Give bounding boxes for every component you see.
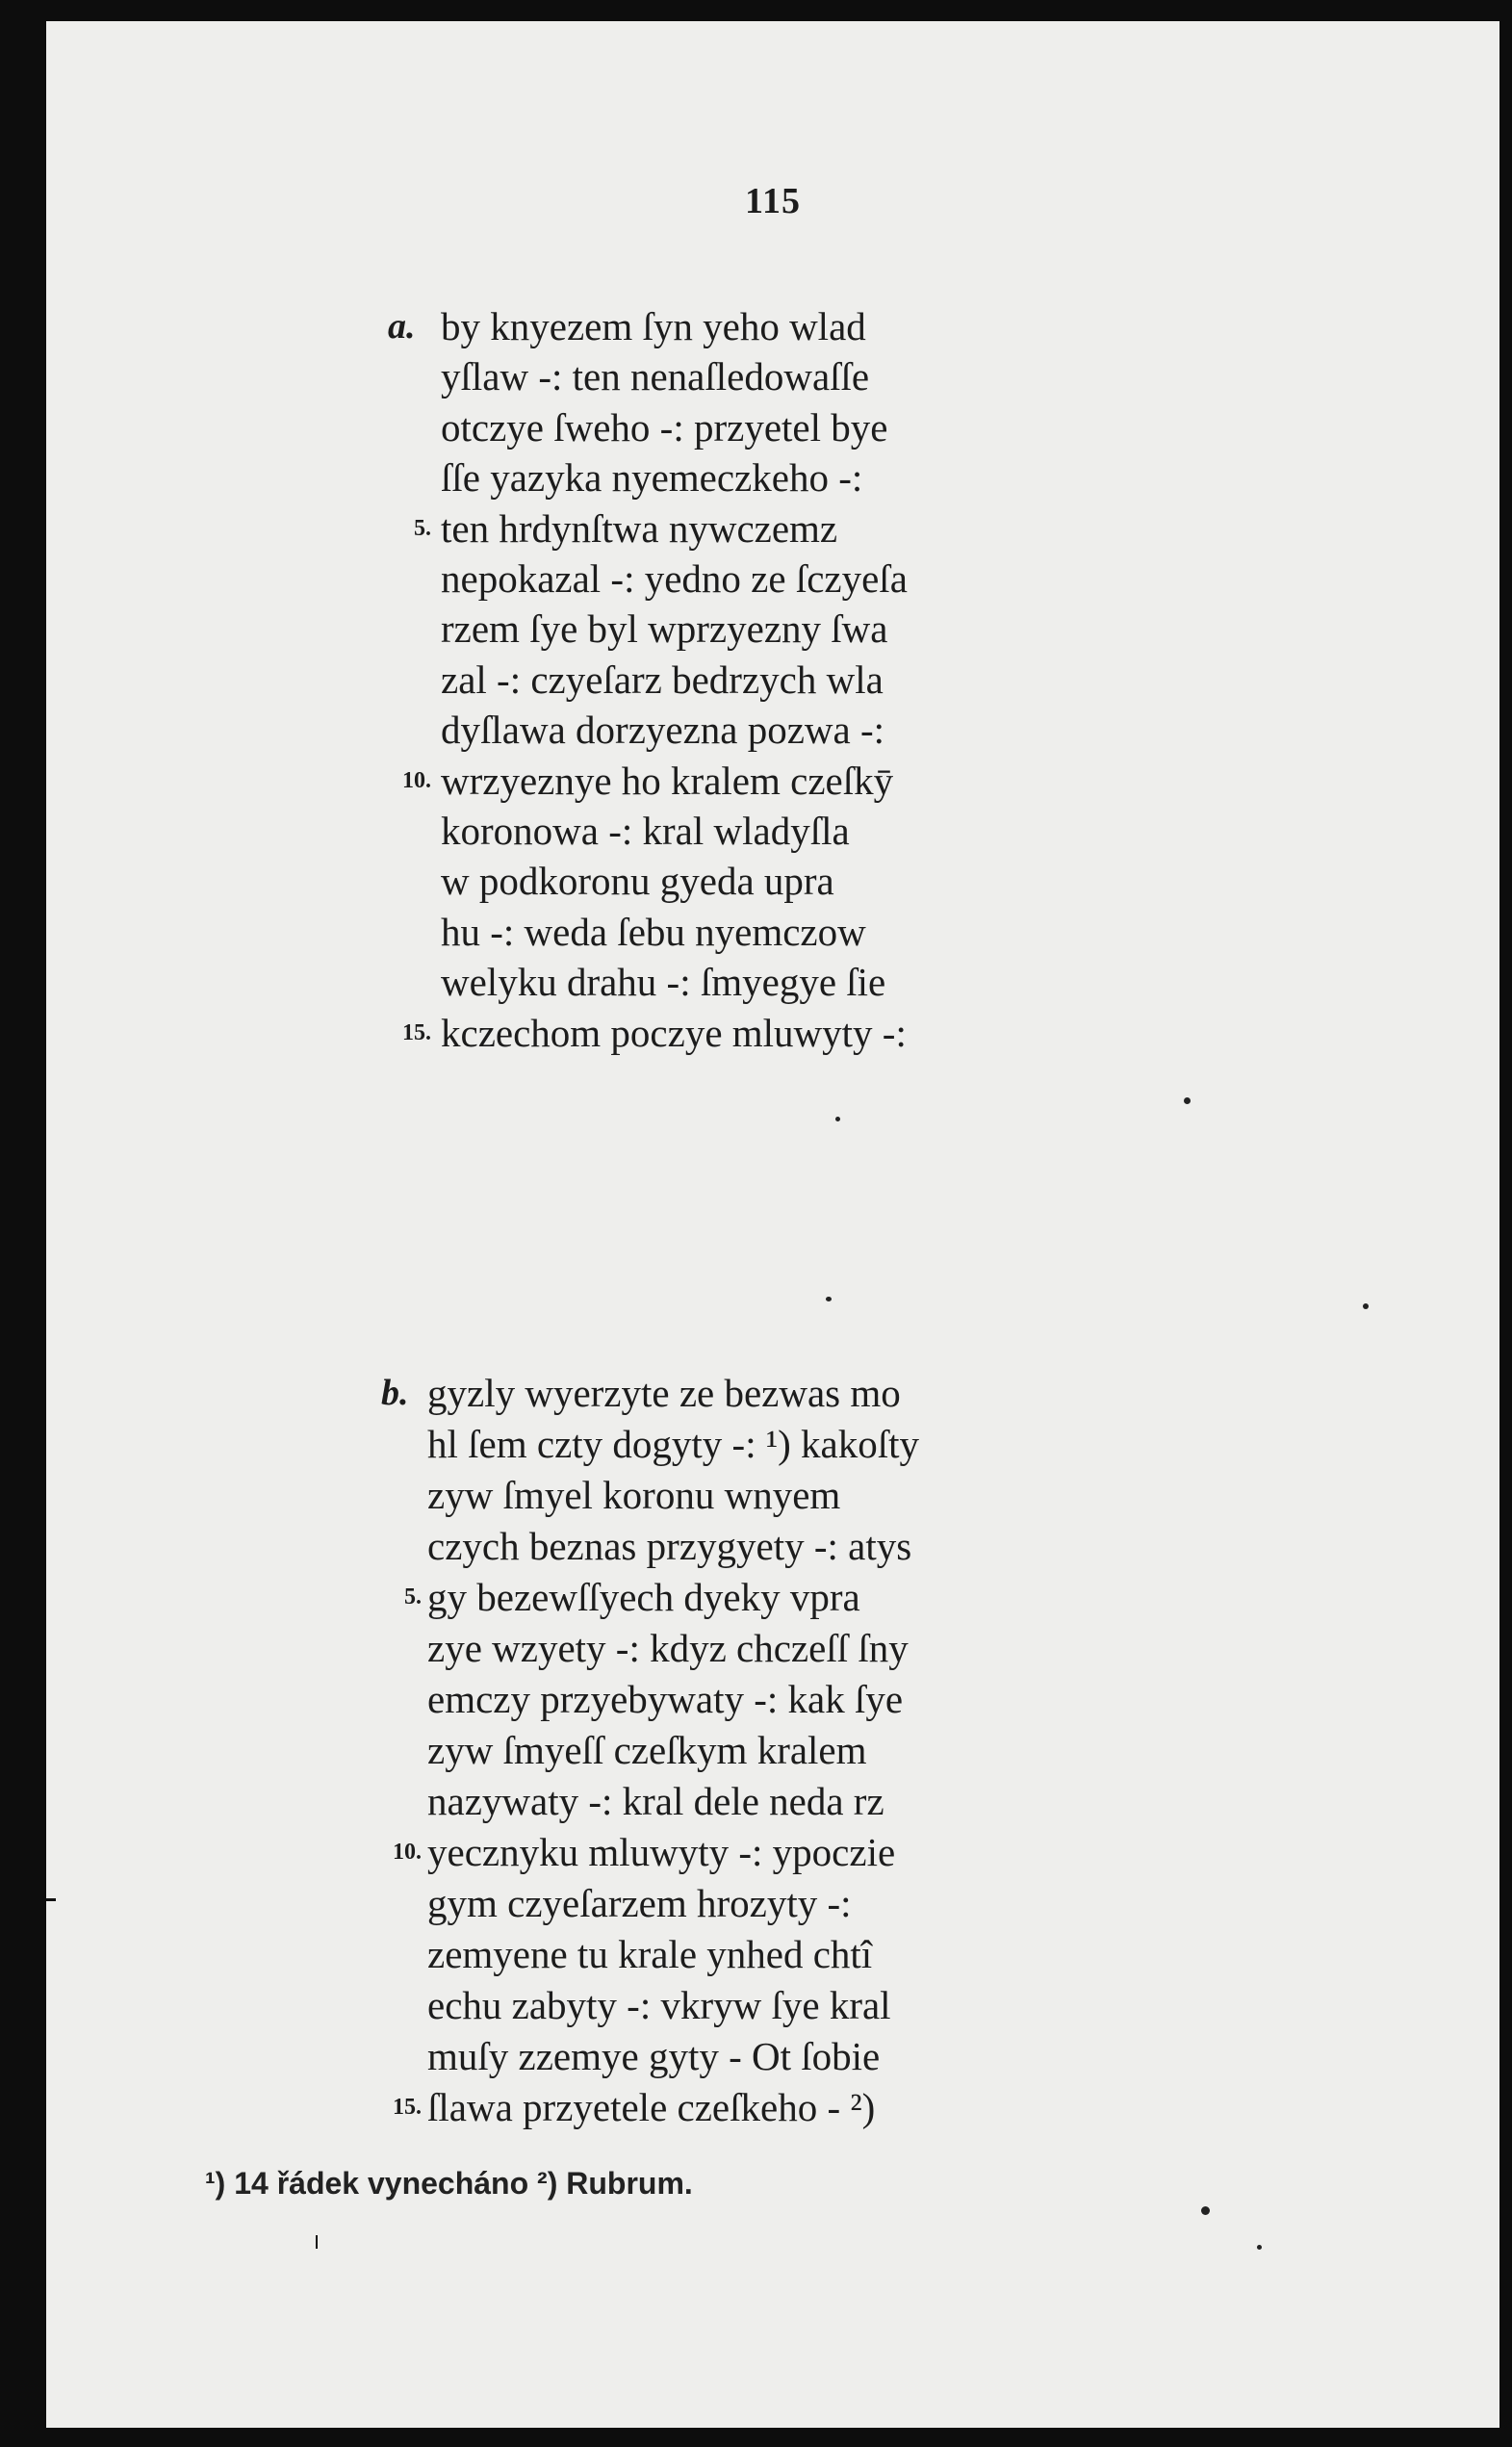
text-line: zyw ſmyel koronu wnyem [427,1473,841,1517]
text-line: zemyene tu krale ynhed chtî [427,1932,873,1976]
document-page [46,21,1499,2428]
page-number: 115 [745,181,801,221]
text-line: zye wzyety -: kdyz chczeſſ ſny [427,1626,909,1670]
text-line: gy bezewſſyech dyeky vpra [427,1575,860,1619]
text-line: dyſlawa dorzyezna pozwa -: [441,708,885,753]
text-line: koronowa -: kral wladyſla [441,809,850,853]
text-line: muſy zzemye gyty - Ot ſobie [427,2034,881,2078]
text-line: ſſe yazyka nyemeczkeho -: [441,455,863,501]
text-line: ten hrdynſtwa nywczemz [441,505,838,551]
text-line: kczechom poczye mluwyty -: [441,1010,907,1055]
text-line: wrzyeznye ho kralem czeſkȳ [441,758,894,803]
scan-speck [1184,1097,1191,1104]
scan-speck [1363,1303,1369,1309]
text-line: rzem ſye byl wprzyezny ſwa [441,606,888,652]
text-line: zal -: czyeſarz bedrzych wla [441,657,884,702]
text-line: w podkoronu gyeda upra [441,859,834,904]
text-line: welyku drahu -: ſmyegye ſie [441,960,886,1005]
text-line: nepokazal -: yedno ze ſczyeſa [441,556,908,601]
section-a-label: a. [388,306,416,347]
section-a [46,302,1499,1053]
line-number: 10. [402,767,431,793]
text-line: gym czyeſarzem hrozyty -: [427,1881,852,1925]
text-line: ſlawa przyetele czeſkeho - ²) [427,2085,876,2129]
text-line: hl ſem czty dogyty -: ¹) kakoſty [427,1422,920,1466]
text-line: hu -: weda ſebu nyemczow [441,909,866,954]
text-line: gyzly wyerzyte ze bezwas mo [427,1371,901,1415]
footnote: ¹) 14 řádek vynecháno ²) Rubrum. [205,2166,693,2201]
scan-speck [826,1297,832,1301]
text-line: czych beznas przygyety -: atys [427,1524,912,1568]
scan-speck [1257,2245,1262,2250]
text-line: echu zabyty -: vkryw ſye kral [427,1983,891,2027]
section-b-label: b. [381,1373,409,1413]
scan-mark [46,1898,56,1901]
line-number: 5. [404,1584,422,1610]
text-line: zyw ſmyeſſ czeſkym kralem [427,1728,867,1772]
scan-speck [1201,2206,1210,2215]
scan-mark [316,2235,318,2249]
line-number: 15. [393,2095,422,2120]
line-number: 10. [393,1840,422,1865]
text-line: otczye ſweho -: przyetel bye [441,404,888,450]
line-number: 15. [402,1019,431,1045]
text-line: yſlaw -: ten nenaſledowaſſe [441,354,870,399]
text-line: yecznyku mluwyty -: ypoczie [427,1830,896,1874]
text-line: nazywaty -: kral dele neda rz [427,1779,884,1823]
text-line: emczy przyebywaty -: kak ſye [427,1677,904,1721]
scan-speck [835,1117,840,1121]
line-number: 5. [414,515,431,541]
section-b [46,1369,1499,2139]
text-line: by knyezem ſyn yeho wlad [441,304,866,348]
